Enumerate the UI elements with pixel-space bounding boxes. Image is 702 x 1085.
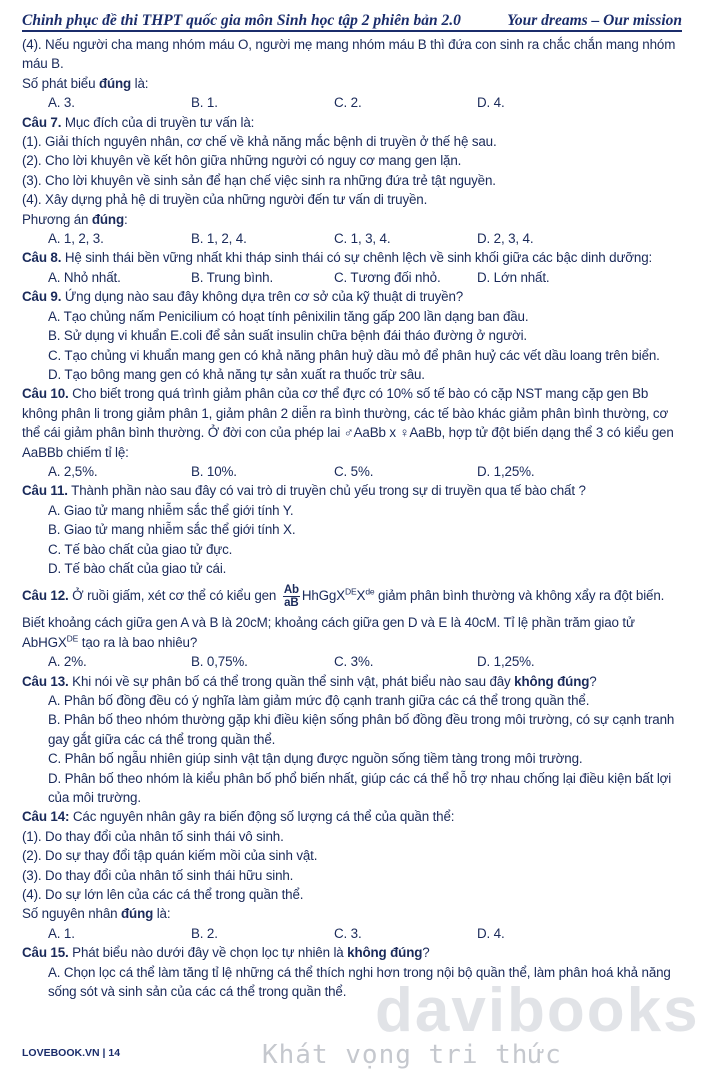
- answer-option: A. Phân bố đồng đều có ý nghĩa làm giảm mức độ cạnh tranh giữa các cá thể trong quần thể.: [48, 693, 590, 708]
- answer-option: C. 3%.: [334, 654, 374, 670]
- answer-option: C. Phân bố ngẫu nhiên giúp sinh vật tận dụng được nguồn sống tiềm tàng trong môi trường.: [48, 751, 583, 767]
- page-header: [22, 8, 682, 30]
- answer-option: D. Phân bố theo nhóm là kiểu phân bố phổ biến nhất, giúp các cá thể hỗ trợ nhau chống lại điều kiện bất lợi của môi trường.: [48, 770, 672, 806]
- q7-item: (4). Xây dựng phả hệ di truyền của những người đến tư vấn di truyền.: [22, 192, 428, 208]
- question-7-stem: Câu 7. Mục đích của di truyền tư vấn là:: [22, 114, 255, 130]
- q14-prompt: Số nguyên nhân đúng là:: [22, 906, 171, 922]
- q14-item: (3). Do thay đổi của nhân tố sinh thái hữu sinh.: [22, 867, 294, 883]
- answer-option: B. 2.: [191, 925, 218, 941]
- answer-option: D. Tế bào chất của giao tử cái.: [48, 560, 227, 576]
- answer-option: C. 1, 3, 4.: [334, 231, 391, 247]
- answer-option: B. 1.: [191, 95, 218, 111]
- q7-options: [22, 229, 682, 248]
- answer-option: A. Nhỏ nhất.: [48, 269, 121, 285]
- answer-option: B. 1, 2, 4.: [191, 231, 247, 247]
- question-8-stem: Câu 8. Hệ sinh thái bền vững nhất khi tháp sinh thái có sự chênh lệch về sinh khối giữa các bậc dinh dưỡng:: [22, 250, 653, 266]
- q14-item: (2). Do sự thay đổi tập quán kiếm mồi của sinh vật.: [22, 848, 318, 864]
- q7-item: (3). Cho lời khuyên về sinh sản để hạn chế việc sinh ra những đứa trẻ tật nguyền.: [22, 172, 496, 188]
- answer-option: C. Tế bào chất của giao tử đực.: [48, 541, 233, 557]
- answer-option: A. 1.: [48, 925, 75, 941]
- intro-prompt: Số phát biểu đúng là:: [22, 75, 149, 91]
- answer-option: B. Sử dụng vi khuẩn E.coli để sản suất insulin chữa bệnh đái tháo đường ở người.: [48, 328, 527, 344]
- q10-options: [22, 462, 682, 481]
- question-11-stem: Câu 11. Thành phần nào sau đây có vai trò di truyền chủ yếu trong sự di truyền qua tế bào chất ?: [22, 483, 586, 499]
- answer-option: A. Giao tử mang nhiễm sắc thể giới tính Y.: [48, 502, 294, 518]
- answer-option: B. 10%.: [191, 463, 237, 479]
- q7-item: (1). Giải thích nguyên nhân, cơ chế về khả năng mắc bệnh di truyền ở thế hệ sau.: [22, 134, 497, 150]
- answer-option: A. 2,5%.: [48, 463, 98, 479]
- q7-prompt: Phương án đúng:: [22, 211, 128, 227]
- answer-option: C. 2.: [334, 95, 362, 111]
- answer-option: D. 1,25%.: [477, 654, 535, 670]
- header-slogan: Your dreams – Our mission: [507, 12, 682, 29]
- answer-option: C. 3.: [334, 925, 362, 941]
- answer-option: B. 0,75%.: [191, 654, 248, 670]
- question-14-stem: Câu 14: Các nguyên nhân gây ra biến động số lượng cá thể của quần thể:: [22, 809, 455, 825]
- watermark-slogan: Khát vọng tri thức: [262, 1040, 562, 1070]
- header-rule: [22, 30, 682, 32]
- q8-options: [22, 268, 682, 287]
- q7-item: (2). Cho lời khuyên về kết hôn giữa những người có nguy cơ mang gen lặn.: [22, 153, 462, 169]
- genotype-fraction: $\frac{Ab}{aB}$: [283, 584, 299, 610]
- question-12-stem: Câu 12. Ở ruồi giấm, xét cơ thể có kiểu gen $\frac{Ab}{aB}$ HhGgX$^{DE}$Xde giảm phân bình thường và không xẩy ra đột biến.: [22, 584, 665, 610]
- question-9-stem: Câu 9. Ứng dụng nào sau đây không dựa trên cơ sở của kỹ thuật di truyền?: [22, 289, 464, 305]
- answer-option: B. Giao tử mang nhiễm sắc thể giới tính X.: [48, 522, 296, 538]
- question-10-stem: Câu 10. Cho biết trong quá trình giảm phân của cơ thể đực có 10% số tế bào có cặp NST mang cặp gen Bb không phân li trong giảm phân 1, giảm phân 2 diễn ra bình thường, các tế bào khác giảm phân bình thường, cơ thể cái giảm phân bình thường. Ở đời con của phép lai ♂AaBb x ♀AaBb, hợp tử đột biến dạng thể 3 có kiểu gen AaBBb chiếm tỉ lệ:: [22, 386, 674, 460]
- q14-item: (4). Do sự lớn lên của các cá thể trong quần thể.: [22, 887, 304, 903]
- answer-option: C. 5%.: [334, 463, 374, 479]
- question-15-stem: Câu 15. Phát biểu nào dưới đây về chọn lọc tự nhiên là không đúng?: [22, 945, 430, 961]
- answer-option: A. Chọn lọc cá thể làm tăng tỉ lệ những cá thể thích nghi hơn trong nội bộ quần thể, làm phân hoá khả năng sống sót và sinh sản của các cá thể trong quần thể.: [48, 964, 671, 1000]
- answer-option: D. 4.: [477, 95, 505, 111]
- answer-option: C. Tương đối nhỏ.: [334, 269, 441, 285]
- answer-option: B. Phân bố theo nhóm thường gặp khi điều kiện sống phân bố đồng đều trong môi trường, có sự cạnh tranh gay gắt giữa các cá thể trong quần thể.: [48, 712, 675, 747]
- answer-option: A. Tạo chủng nấm Penicilium có hoạt tính pênixilin tăng gấp 200 lần dạng ban đầu.: [48, 308, 529, 324]
- answer-option: D. Lớn nhất.: [477, 269, 550, 285]
- answer-option: B. Trung bình.: [191, 269, 274, 285]
- answer-option: D. 2, 3, 4.: [477, 231, 534, 247]
- q14-options: [22, 924, 682, 943]
- answer-option: A. 2%.: [48, 654, 87, 670]
- q12-options: [22, 652, 682, 671]
- answer-option: A. 1, 2, 3.: [48, 231, 104, 247]
- answer-option: D. Tạo bông mang gen có khả năng tự sản xuất ra thuốc trừ sâu.: [48, 366, 425, 382]
- page-content: [22, 35, 682, 1002]
- intro-item-4: (4). Nếu người cha mang nhóm máu O, người mẹ mang nhóm máu B thì đứa con sinh ra chắc chắn mang nhóm máu B.: [22, 37, 676, 72]
- answer-option: D. 1,25%.: [477, 463, 535, 479]
- q14-item: (1). Do thay đổi của nhân tố sinh thái vô sinh.: [22, 828, 284, 844]
- watermark-brand: davibooks: [375, 976, 700, 1045]
- question-13-stem: Câu 13. Khi nói về sự phân bố cá thể trong quần thể sinh vật, phát biểu nào sau đây không đúng?: [22, 673, 597, 689]
- header-title: Chinh phục đề thi THPT quốc gia môn Sinh học tập 2 phiên bản 2.0: [22, 12, 461, 29]
- answer-option: C. Tạo chủng vi khuẩn mang gen có khả năng phân huỷ dầu mỏ để phân huỷ các vết dầu loang trên biển.: [48, 347, 660, 363]
- answer-option: D. 4.: [477, 925, 505, 941]
- intro-options: [22, 93, 682, 112]
- answer-option: A. 3.: [48, 95, 75, 111]
- question-12-body: Biết khoảng cách giữa gen A và B là 20cM; khoảng cách giữa gen D và E là 40cM. Tỉ lệ phần trăm giao tử AbHGX$^{DE}$ tạo ra là bao nhiêu?: [22, 615, 635, 650]
- page-footer: LOVEBOOK.VN | 14: [22, 1047, 121, 1059]
